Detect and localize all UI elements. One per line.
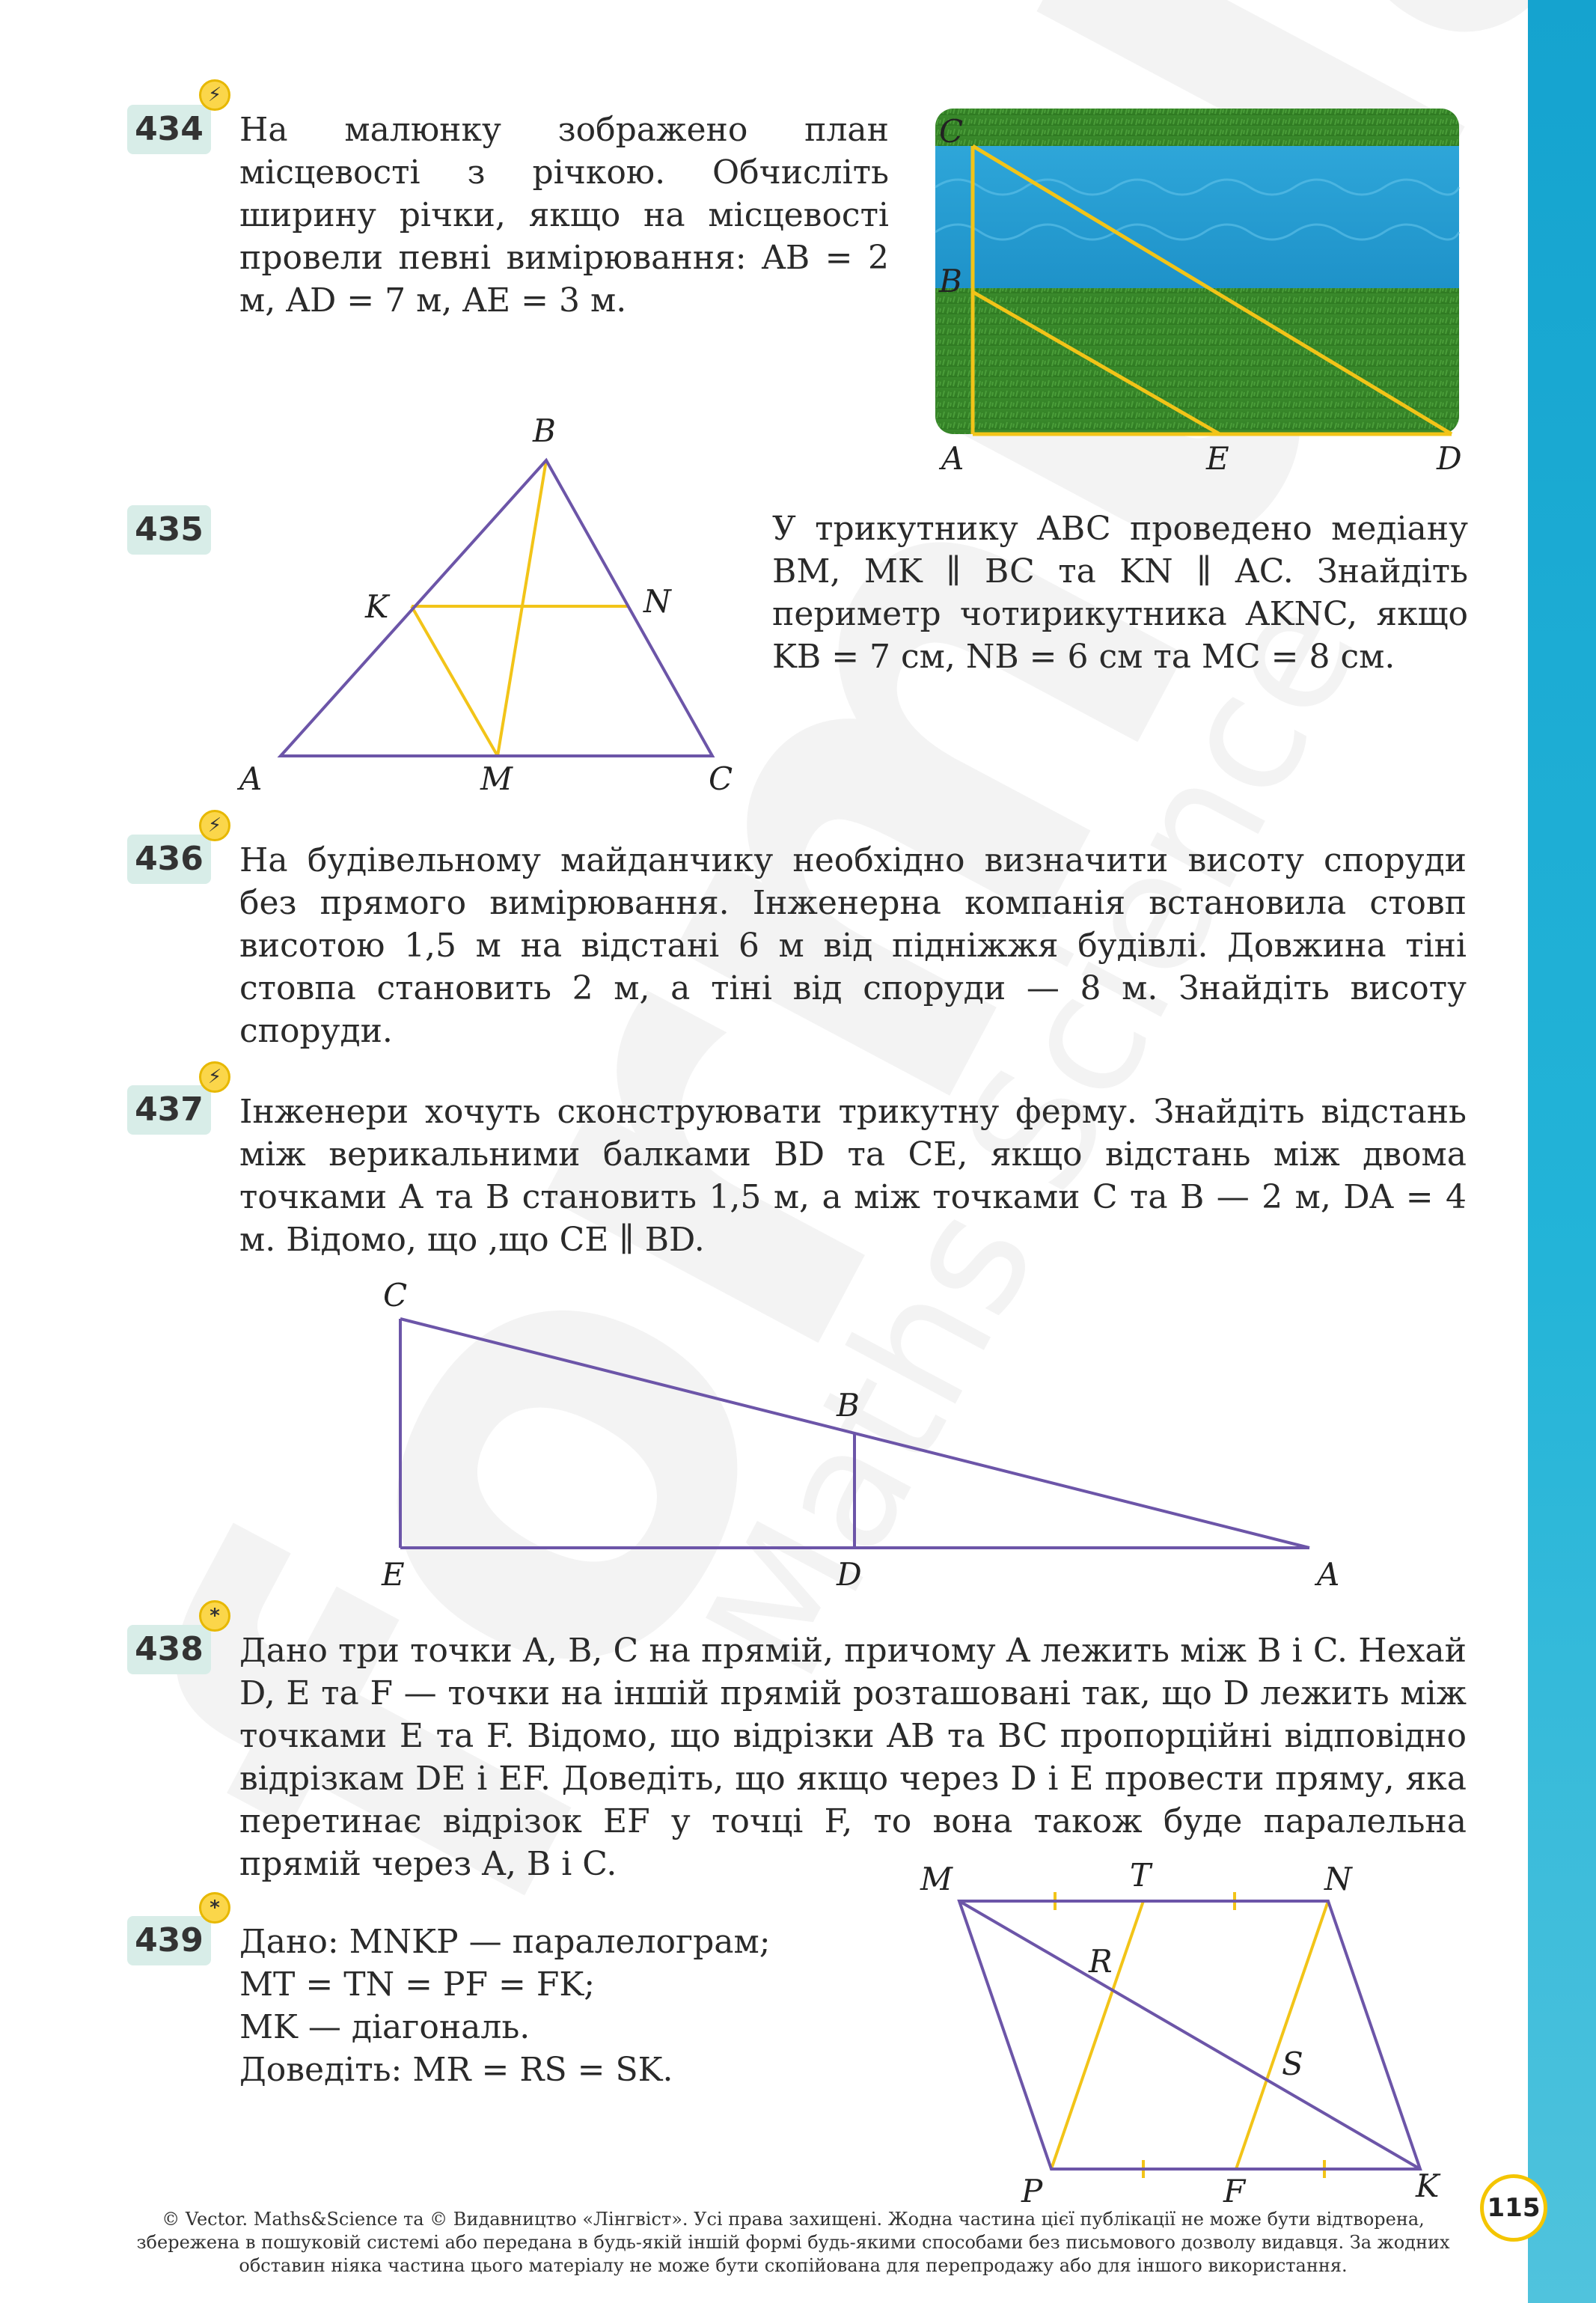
label-T: T	[1130, 1857, 1152, 1894]
problem-434-text: На малюнку зображено план місцевості з річкою. Обчисліть ширину річки, якщо на місцевості провели певні вимірювання: AB = 2 м, AD = 7 м, AE = 3 м.	[239, 111, 889, 320]
figure-435	[239, 404, 763, 801]
asterisk-icon: *	[199, 1600, 230, 1632]
label-E: E	[382, 1556, 405, 1593]
label-C: C	[709, 760, 733, 797]
label-M: M	[480, 760, 513, 797]
page-edge-stripe	[1528, 0, 1596, 2303]
label-C: C	[383, 1277, 408, 1314]
label-K: K	[1416, 2168, 1440, 2204]
lightning-icon: ⚡	[199, 79, 230, 111]
problem-number-434: 434	[127, 105, 211, 154]
figure-437	[367, 1272, 1362, 1602]
label-D: D	[837, 1556, 862, 1593]
figure-439	[905, 1856, 1489, 2208]
copyright-footer: © Vector. Maths&Science та © Видавництво «Лінгвіст». Усі права захищені. Жодна частина цієї публікації не може бути відтворена, збережена в пошуковій системі або передана в будь-якій іншій формі будь-якими способами без письмового дозволу видавця. За жодних обставин ніяка частина цього матеріалу не може бути скопійована для перепродажу або для іншого використання.	[136, 2209, 1450, 2276]
label-B: B	[533, 412, 556, 449]
problem-number-439: 439	[127, 1916, 211, 1965]
label-A: A	[941, 440, 964, 477]
problem-number-438: 438	[127, 1625, 211, 1674]
river	[935, 146, 1459, 288]
problem-number-437: 437	[127, 1085, 211, 1135]
problem-437-text: Інженери хочуть сконструювати трикутну ферму. Знайдіть відстань між верикальними балками BD та CE, якщо відстань між двома точками A та B становить 1,5 м, а між точками C та B — 2 м, DA = 4 м. Відомо, що ,що CE ∥ BD.	[239, 1093, 1467, 1259]
problem-number-436: 436	[127, 835, 211, 884]
problem-438-text: Дано три точки A, B, C на прямій, причому A лежить між B і C. Нехай D, E та F — точки на іншій прямій розташовані так, що D лежить між точками E та F. Відомо, що відрізки AB та BC пропорційні відповідно відрізкам DE і EF. Доведіть, що якщо через D і E провести пряму, яка перетинає відрізок EF у точці F, то вона також буде паралельна прямій через A, B і C.	[239, 1632, 1467, 1883]
label-A: A	[239, 760, 263, 797]
label-M: M	[920, 1861, 953, 1897]
label-F: F	[1223, 2173, 1246, 2209]
problem-435-text: У трикутнику ABC проведено медіану BM, MK ∥ BC та KN ∥ AC. Знайдіть периметр чотирикутника AKNC, якщо KB = 7 см, NB = 6 см та MC = 8 см.	[772, 510, 1468, 676]
label-D: D	[1437, 440, 1462, 477]
problem-number-435: 435	[127, 505, 211, 555]
label-E: E	[1206, 440, 1229, 477]
label-S: S	[1282, 2046, 1303, 2082]
label-B: B	[837, 1387, 860, 1424]
label-C: C	[939, 113, 964, 150]
figure-434	[920, 105, 1489, 479]
given-line: Дано: MNKP — паралелограм;	[239, 1923, 771, 1961]
label-R: R	[1089, 1943, 1113, 1980]
given-equalities: MT = TN = PF = FK;	[239, 1965, 596, 2004]
label-A: A	[1317, 1556, 1340, 1593]
problem-436-text: На будівельному майданчику необхідно визначити висоту споруди без прямого вимірювання. Інженерна компанія встановила стовп висотою 1,5 м на відстані 6 м від підніжжя будівлі. Довжина тіні стовпа становить 2 м, а тіні від споруди — 8 м. Знайдіть висоту споруди.	[239, 841, 1467, 1050]
page-number: 115	[1480, 2174, 1547, 2242]
lightning-icon: ⚡	[199, 1061, 230, 1093]
lightning-icon: ⚡	[199, 810, 230, 841]
given-diagonal: MK — діагональ.	[239, 2008, 531, 2046]
label-P: P	[1021, 2173, 1043, 2209]
label-K: K	[365, 588, 389, 625]
asterisk-icon: *	[199, 1892, 230, 1924]
label-N: N	[643, 583, 671, 620]
problem-439-text	[239, 1921, 838, 2091]
prove-line: Доведіть: MR = RS = SK.	[239, 2051, 673, 2089]
label-N: N	[1324, 1861, 1352, 1897]
label-B: B	[939, 263, 962, 299]
